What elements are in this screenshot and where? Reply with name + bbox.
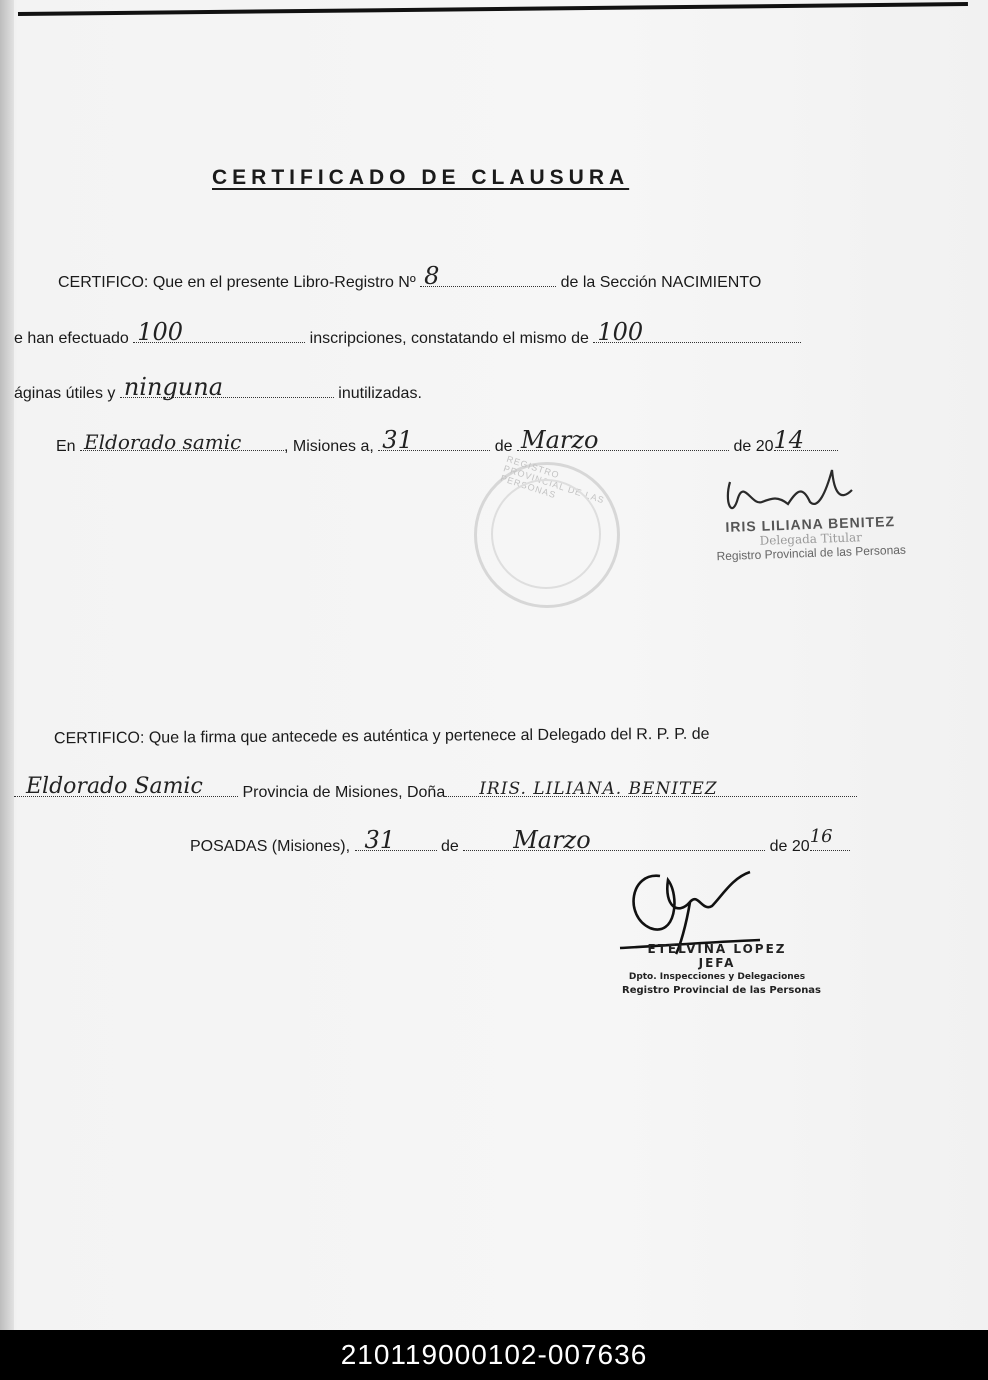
cert2-lead: CERTIFICO: Que la firma que antecede es auténtica y pertenece al Delegado del R. P. P. de: [53, 725, 710, 748]
inscripciones-field: [133, 318, 305, 346]
lugar-value: Eldorado samic: [84, 430, 242, 454]
de-label: de: [494, 438, 513, 455]
top-border-line: [18, 2, 968, 16]
signatory-1-role: Delegada Titular: [759, 530, 863, 548]
cert2-line3: [190, 826, 850, 856]
cert1-lead: CERTIFICO: Que en el presente Libro-Registro Nº: [58, 274, 416, 291]
mes-field: [517, 426, 729, 454]
cert2-de-20-label: de 20: [769, 838, 810, 855]
provincia-label: Provincia de Misiones, Doña: [242, 784, 446, 801]
persona-value: IRIS. LILIANA. BENITEZ: [479, 779, 718, 799]
paginas-value: 100: [597, 318, 644, 346]
han-efectuado-label: e han efectuado: [14, 330, 129, 347]
cert2-mes-field: [463, 826, 765, 854]
anio-field: [773, 426, 838, 454]
de-20-label: de 20: [733, 438, 774, 455]
document-id-footer: 210119000102-007636: [0, 1330, 988, 1380]
cert2-line1: [54, 726, 710, 749]
persona-field: [445, 779, 857, 799]
cert2-mes-value: Marzo: [513, 826, 591, 854]
cert2-line2: [14, 774, 857, 802]
signature-1-scribble: [722, 462, 862, 522]
misiones-a-label: , Misiones a,: [284, 438, 374, 455]
signatory-1-org: Registro Provincial de las Personas: [716, 542, 907, 564]
signature-1-block: [715, 513, 906, 564]
document-title: CERTIFICADO DE CLAUSURA: [212, 166, 630, 189]
cert2-dia-field: [355, 826, 437, 854]
signatory-2-name: ETELVINA LOPEZ: [647, 942, 787, 956]
cert2-de-label: de: [440, 838, 459, 855]
signatory-1-name: IRIS LILIANA BENITEZ: [725, 513, 896, 535]
official-seal: [474, 453, 620, 608]
cert2-dia-value: 31: [364, 826, 396, 854]
cert2-anio-value: 16: [809, 826, 833, 847]
cert2-lugar-value: Eldorado Samic: [26, 774, 203, 799]
inutilizadas-field: [120, 373, 334, 401]
inutilizadas-value: ninguna: [123, 373, 224, 401]
posadas-label: POSADAS (Misiones),: [190, 838, 351, 855]
mes-value: Marzo: [521, 426, 599, 454]
dia-value: 31: [382, 426, 413, 454]
inutilizadas-label: inutilizadas.: [338, 385, 422, 402]
signatory-2-org: Registro Provincial de las Personas: [622, 985, 822, 996]
paginas-utiles-label: áginas útiles y: [14, 385, 116, 402]
lugar-field: [80, 430, 284, 454]
cert2-lugar-field: [14, 774, 238, 799]
signature-2-block: [622, 942, 822, 998]
cert1-line1: [58, 262, 762, 292]
seal-text: REGISTRO PROVINCIAL DE LAS PERSONAS: [499, 453, 606, 506]
paginas-field: [593, 318, 801, 346]
cert2-anio-field: [809, 826, 850, 851]
en-label: En: [56, 438, 76, 455]
cert1-line3: [14, 373, 422, 403]
libro-number-value: 8: [424, 262, 440, 290]
dia-field: [378, 426, 490, 454]
signatory-2-dept: Dpto. Inspecciones y Delegaciones: [628, 972, 806, 982]
cert1-line2: [14, 318, 801, 348]
inscripciones-value: 100: [137, 318, 184, 346]
inscripciones-label: inscripciones, constatando el mismo de: [309, 330, 589, 347]
cert1-line4: [56, 426, 838, 456]
seccion-label: de la Sección NACIMIENTO: [560, 274, 762, 291]
anio-value: 14: [773, 426, 805, 454]
libro-number-field: [420, 262, 556, 290]
signatory-2-role: JEFA: [698, 956, 736, 970]
page-edge-shadow: [0, 0, 14, 1330]
